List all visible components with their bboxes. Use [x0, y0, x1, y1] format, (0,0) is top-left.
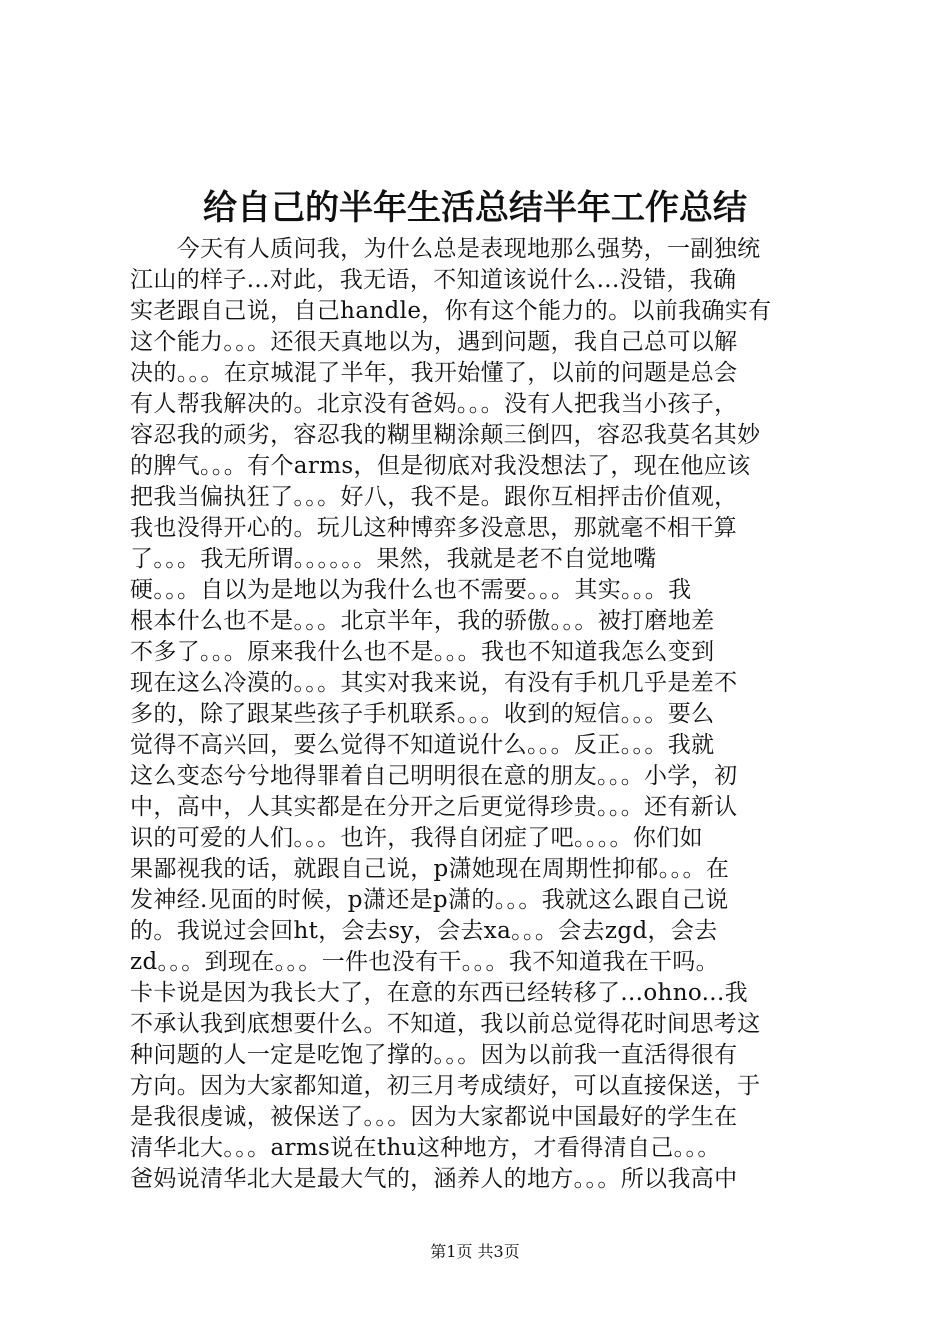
body-line: 中，高中，人其实都是在分开之后更觉得珍贵。。。还有新认 — [130, 794, 738, 820]
body-line: 的。我说过会回ht，会去sy，会去xa。。。会去zgd，会去 — [130, 918, 718, 944]
body-line: 卡卡说是因为我长大了，在意的东西已经转移了...ohno...我 — [130, 980, 748, 1006]
body-line: 识的可爱的人们。。。也许，我得自闭症了吧。。。。你们如 — [130, 825, 703, 851]
body-line: 爸妈说清华北大是最大气的，涵养人的地方。。。所以我高中 — [130, 1166, 738, 1192]
body-line: 了。。。我无所谓。。。。。。果然，我就是老不自觉地嘴 — [130, 546, 657, 572]
body-line: 我也没得开心的。玩儿这种博弈多没意思，那就毫不相干算 — [130, 515, 738, 541]
body-line: 不多了。。。原来我什么也不是。。。我也不知道我怎么变到 — [130, 639, 715, 665]
document-body — [130, 234, 830, 1195]
body-line: 觉得不高兴回，要么觉得不知道说什么。。。反正。。。我就 — [130, 732, 715, 758]
body-line: 是我很虔诚，被保送了。。。因为大家都说中国最好的学生在 — [130, 1104, 738, 1130]
page-number: 第1页 共3页 — [430, 1242, 520, 1261]
body-line: 这么变态兮兮地得罪着自己明明很在意的朋友。。。小学，初 — [130, 763, 738, 789]
body-line: 的脾气。。。有个arms，但是彻底对我没想法了，现在他应该 — [130, 453, 751, 479]
body-line: 方向。因为大家都知道，初三月考成绩好，可以直接保送，于 — [130, 1073, 761, 1099]
body-line: 清华北大。。。arms说在thu这种地方，才看得清自己。。。 — [130, 1135, 721, 1161]
body-line: 实老跟自己说，自己handle，你有这个能力的。以前我确实有 — [130, 298, 772, 324]
body-line: 硬。。。自以为是地以为我什么也不需要。。。其实。。。我 — [130, 577, 692, 603]
body-line: 不承认我到底想要什么。不知道，我以前总觉得花时间思考这 — [130, 1011, 761, 1037]
body-line: 把我当偏执狂了。。。好八，我不是。跟你互相抨击价值观， — [130, 484, 738, 510]
body-line: 有人帮我解决的。北京没有爸妈。。。没有人把我当小孩子， — [130, 391, 738, 417]
body-line: 现在这么冷漠的。。。其实对我来说，有没有手机几乎是差不 — [130, 670, 738, 696]
body-line: 多的，除了跟某些孩子手机联系。。。收到的短信。。。要么 — [130, 701, 715, 727]
body-line: 种问题的人一定是吃饱了撑的。。。因为以前我一直活得很有 — [130, 1042, 738, 1068]
body-line: 发神经.见面的时候，p潇还是p潇的。。。我就这么跟自己说 — [130, 887, 729, 913]
body-line: 今天有人质问我，为什么总是表现地那么强势，一副独统 — [130, 236, 761, 262]
body-line: 决的。。。在京城混了半年，我开始懂了，以前的问题是总会 — [130, 360, 738, 386]
body-line: 江山的样子...对此，我无语，不知道该说什么...没错，我确 — [130, 267, 737, 293]
document-title: 给自己的半年生活总结半年工作总结 — [203, 188, 747, 228]
body-line: 容忍我的顽劣，容忍我的糊里糊涂颠三倒四，容忍我莫名其妙 — [130, 422, 761, 448]
body-line: zd。。。到现在。。。一件也没有干。。。我不知道我在干吗。 — [130, 949, 719, 975]
body-line: 果鄙视我的话，就跟自己说，p潇她现在周期性抑郁。。。在 — [130, 856, 730, 882]
body-line: 根本什么也不是。。。北京半年，我的骄傲。。。被打磨地差 — [130, 608, 715, 634]
body-line: 这个能力。。。还很天真地以为，遇到问题，我自己总可以解 — [130, 329, 738, 355]
